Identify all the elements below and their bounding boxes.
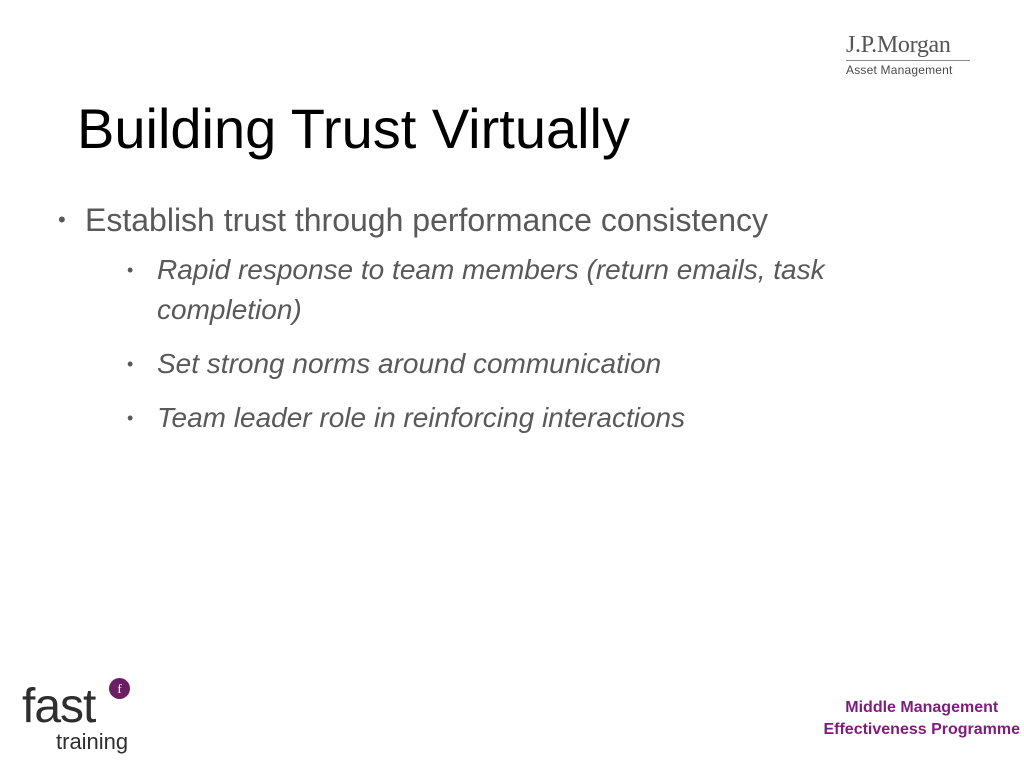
sub-bullet-item: [114, 398, 957, 438]
sub-bullet-text: Set strong norms around communication: [157, 348, 662, 379]
sub-bullet-list: [85, 250, 956, 438]
sub-bullet-dot: •: [127, 354, 134, 374]
programme-label-line-1: Middle Management: [845, 699, 999, 716]
fast-logo-badge-icon: f: [109, 678, 130, 699]
jpmorgan-logo-subtitle: Asset Management: [846, 63, 953, 77]
jpmorgan-logo-name: J.P.Morgan: [846, 32, 951, 58]
sub-bullet-dot: •: [127, 260, 134, 280]
bullet-item: [56, 196, 956, 438]
fast-logo-word: fast: [22, 680, 96, 733]
programme-label-line-2: Effectiveness Programme: [823, 721, 1020, 738]
bullet-list: [56, 196, 956, 452]
bullet-dot: •: [58, 207, 66, 232]
sub-bullet-text: Team leader role in reinforcing interactions: [157, 402, 686, 433]
sub-bullet-item: [114, 250, 957, 330]
fast-logo-subtitle: training: [56, 729, 129, 754]
sub-bullet-item: [114, 344, 957, 384]
sub-bullet-text: Rapid response to team members (return emails, task completion): [157, 254, 825, 325]
jpmorgan-logo-rule: [846, 60, 970, 61]
slide-title: Building Trust Virtually: [77, 97, 630, 160]
fast-training-logo: [18, 674, 133, 758]
programme-label: [823, 697, 1020, 741]
sub-bullet-dot: •: [127, 408, 134, 428]
bullet-text: Establish trust through performance consistency: [85, 202, 768, 238]
jpmorgan-logo: [846, 32, 974, 78]
